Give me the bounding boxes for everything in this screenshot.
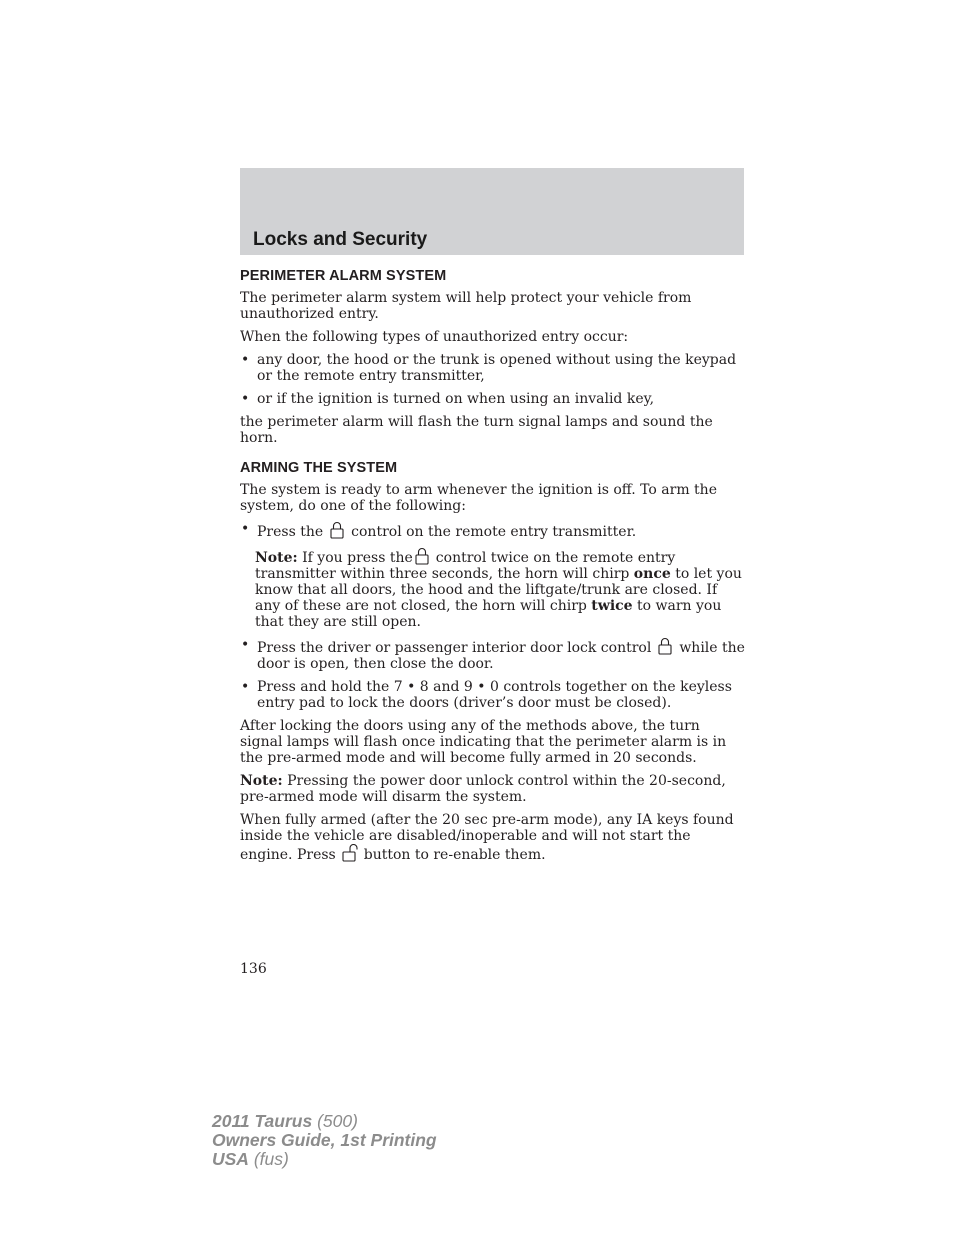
list-item-text: Press the — [257, 524, 324, 540]
bullet-glyph: • — [241, 637, 250, 653]
list-item-text: control on the remote entry transmitter. — [351, 524, 637, 540]
list-item-text: Press the driver or passenger interior door lock control — [257, 640, 652, 656]
paragraph-text: button to re-enable them. — [363, 847, 546, 863]
section-heading-arming: ARMING THE SYSTEM — [240, 460, 398, 476]
footer-line — [212, 1112, 437, 1131]
note-text: If you press the — [302, 550, 413, 566]
bullet-list — [240, 352, 746, 407]
footer-market: USA — [212, 1149, 249, 1169]
note-text: control twice on the remote entry transmitter within three seconds, the horn will chirp — [255, 550, 676, 582]
lock-icon — [657, 637, 673, 655]
paragraph: The perimeter alarm system will help protect your vehicle from unauthorized entry. — [240, 290, 692, 322]
paragraph: When the following types of unauthorized entry occur: — [240, 329, 629, 345]
paragraph-text: Press — [296, 847, 336, 863]
list-item — [240, 637, 746, 672]
note-text: to let you know that all doors, the hood and the liftgate/trunk are closed. If any of these are not closed, the horn will chirp — [255, 566, 742, 614]
emphasis-once: once — [633, 566, 671, 582]
footer-line — [212, 1150, 437, 1169]
list-item-text: while the door is open, then close the door. — [257, 640, 745, 672]
list-item — [240, 679, 746, 711]
paragraph — [240, 812, 746, 863]
chapter-title: Locks and Security — [253, 229, 428, 250]
note-label: Note: — [240, 773, 283, 789]
note-text: Pressing the power door unlock control within the 20-second, pre-armed mode will disarm the system. — [240, 773, 726, 805]
bullet-glyph: • — [241, 679, 250, 695]
paragraph: After locking the doors using any of the methods above, the turn signal lamps will flash once indicating that the perimeter alarm is in the pre-armed mode and will become fully armed in 20 seconds. — [240, 718, 727, 766]
document-footer — [212, 1112, 437, 1169]
bullet-list — [240, 637, 746, 711]
lock-icon — [414, 547, 430, 565]
list-item — [240, 391, 746, 407]
paragraph: the perimeter alarm will flash the turn signal lamps and sound the horn. — [240, 414, 713, 446]
page-number: 136 — [240, 961, 267, 977]
list-item-text: or if the ignition is turned on when using an invalid key, — [257, 391, 655, 407]
bullet-glyph: • — [241, 391, 250, 407]
emphasis-twice: twice — [591, 598, 633, 614]
footer-market-code: (fus) — [253, 1149, 289, 1169]
list-item — [240, 352, 746, 384]
list-item-text: Press and hold the 7 • 8 and 9 • 0 controls together on the keyless entry pad to lock the doors (driver’s door must be closed). — [257, 679, 732, 711]
bullet-glyph: • — [241, 521, 250, 537]
lock-icon — [329, 521, 345, 539]
note-text: to warn you that they are still open. — [255, 598, 722, 630]
bullet-glyph: • — [241, 352, 250, 368]
section-header-band — [240, 168, 744, 255]
footer-line — [212, 1131, 437, 1150]
note-block — [240, 547, 746, 630]
bullet-list — [240, 521, 746, 540]
footer-model-code: (500) — [317, 1111, 358, 1131]
paragraph-text: When fully armed (after the 20 sec pre-arm mode), any IA keys found inside the vehicle are disabled/inoperable and will not start the engine. — [240, 812, 734, 863]
page-content — [240, 268, 746, 870]
unlock-icon — [342, 844, 358, 862]
list-item — [240, 521, 746, 540]
paragraph: The system is ready to arm whenever the ignition is off. To arm the system, do one of the following: — [240, 482, 717, 514]
list-item-text: any door, the hood or the trunk is opened without using the keypad or the remote entry transmitter, — [257, 352, 737, 384]
section-heading-perimeter-alarm: PERIMETER ALARM SYSTEM — [240, 268, 447, 284]
footer-guide: Owners Guide, 1st Printing — [212, 1130, 437, 1150]
paragraph — [240, 773, 746, 805]
footer-model: 2011 Taurus — [212, 1111, 313, 1131]
note-label: Note: — [255, 550, 298, 566]
